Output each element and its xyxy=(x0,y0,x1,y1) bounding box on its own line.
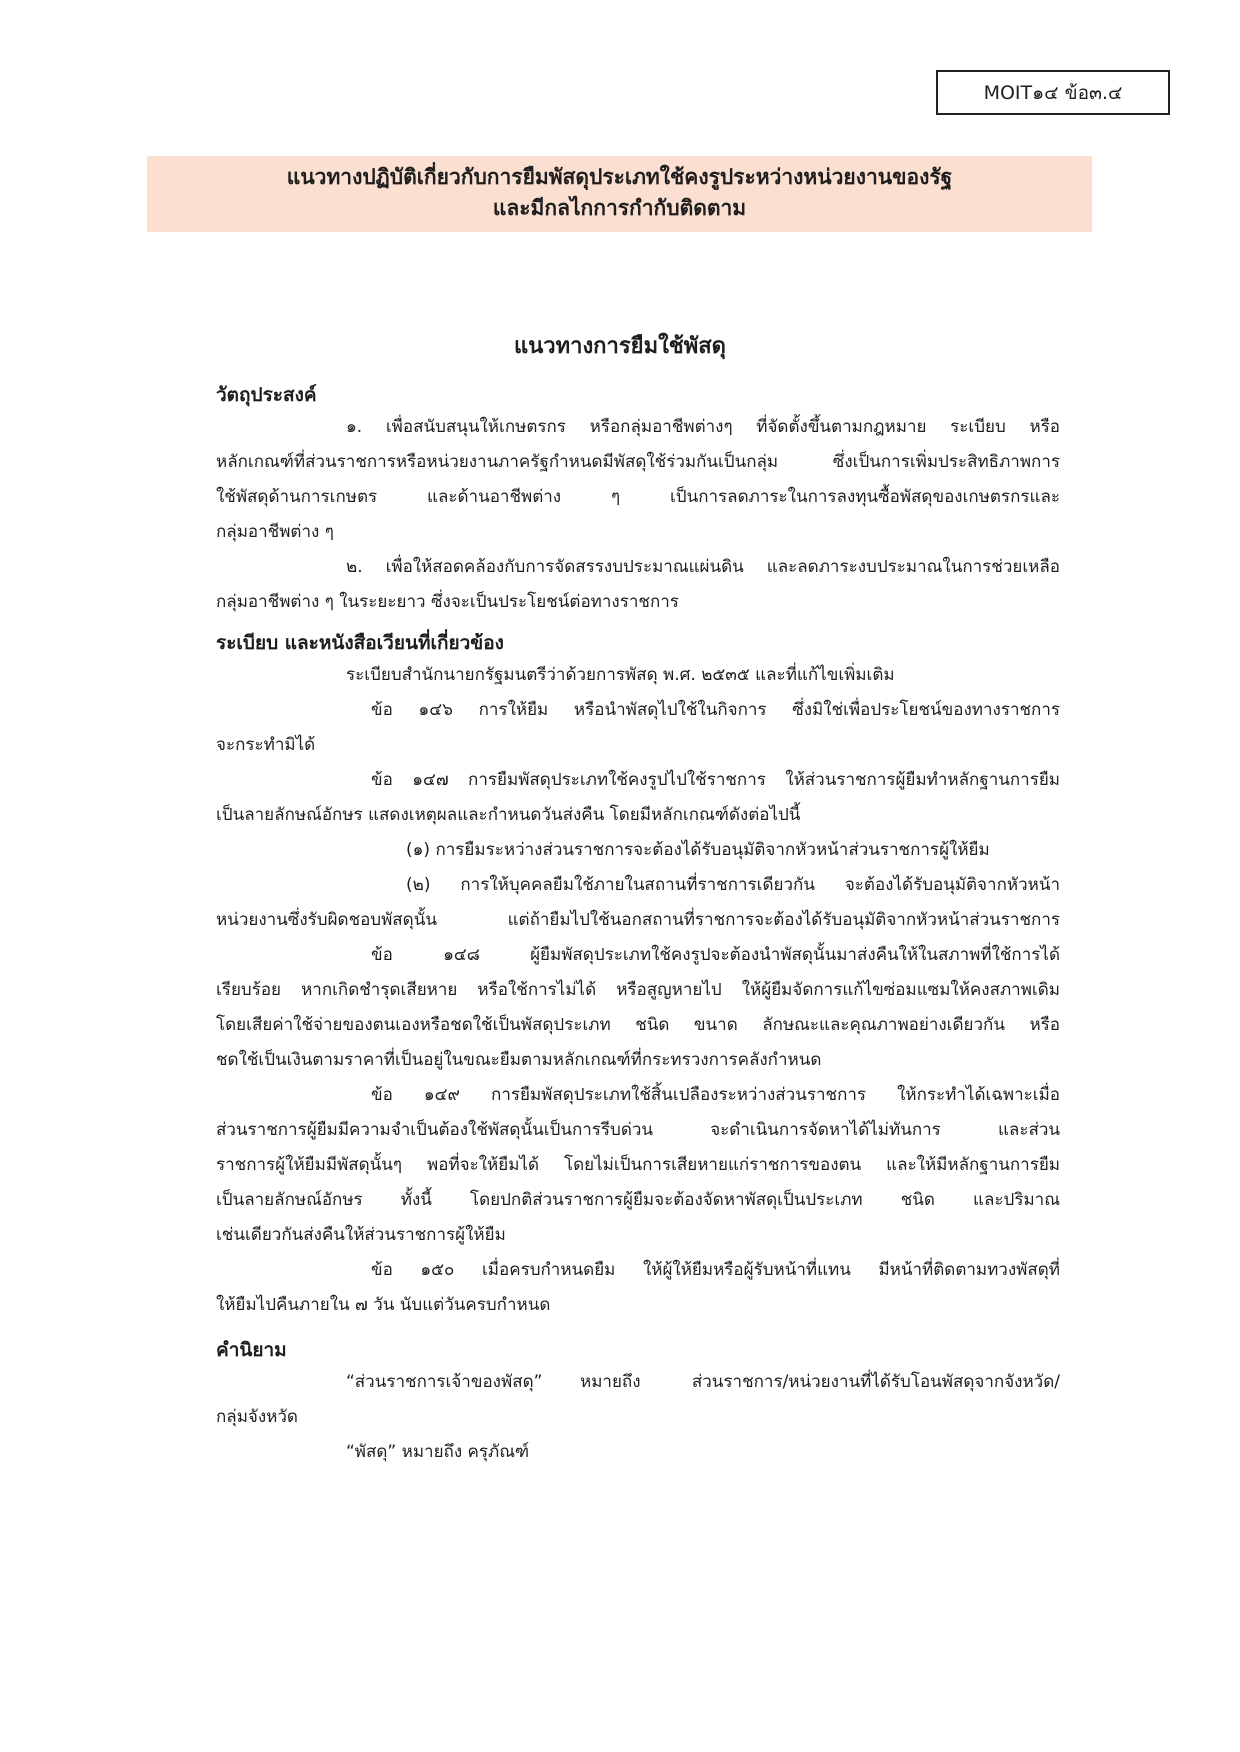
objective-1-line-4: กลุ่มอาชีพต่าง ๆ xyxy=(216,522,334,542)
objective-2-line-1: ๒. เพื่อให้สอดคล้องกับการจัดสรรงบประมาณแผ่นดิน และลดภาระงบประมาณในการช่วยเหลือ xyxy=(346,557,1060,577)
clause-149-line-5: เช่นเดียวกันส่งคืนให้ส่วนราชการผู้ให้ยืม xyxy=(216,1225,506,1245)
banner-line-1: แนวทางปฏิบัติเกี่ยวกับการยืมพัสดุประเภทใช้คงรูประหว่างหน่วยงานของรัฐ xyxy=(286,165,953,189)
regulations-intro: ระเบียบสำนักนายกรัฐมนตรีว่าด้วยการพัสดุ พ.ศ. ๒๕๓๕ และที่แก้ไขเพิ่มเติม xyxy=(346,665,895,685)
clause-148-line-3: โดยเสียค่าใช้จ่ายของตนเองหรือชดใช้เป็นพัสดุประเภท ชนิด ขนาด ลักษณะและคุณภาพอย่างเดียวกัน หรือ xyxy=(216,1015,1060,1035)
clause-147-line-2: เป็นลายลักษณ์อักษร แสดงเหตุผลและกำหนดวันส่งคืน โดยมีหลักเกณฑ์ดังต่อไปนี้ xyxy=(216,805,801,825)
clause-148-line-4: ชดใช้เป็นเงินตามราคาที่เป็นอยู่ในขณะยืมตามหลักเกณฑ์ที่กระทรวงการคลังกำหนด xyxy=(216,1050,822,1070)
definition-1-line-1 xyxy=(216,1365,1060,1400)
definition-1-line-2: กลุ่มจังหวัด xyxy=(216,1407,298,1427)
clause-147-sub-2-line-2: หน่วยงานซึ่งรับผิดชอบพัสดุนั้น แต่ถ้ายืมไปใช้นอกสถานที่ราชการจะต้องได้รับอนุมัติจากหัวหน้าส่วนราชการ xyxy=(216,910,1060,930)
clause-148-line-2: เรียบร้อย หากเกิดชำรุดเสียหาย หรือใช้การไม่ได้ หรือสูญหายไป ให้ผู้ยืมจัดการแก้ไขซ่อมแซมให้คงสภาพเดิม xyxy=(216,980,1060,1000)
definitions-heading: คำนิยาม xyxy=(216,1339,287,1361)
clause-150-line-1: ข้อ ๑๕๐ เมื่อครบกำหนดยืม ให้ผู้ให้ยืมหรือผู้รับหน้าที่แทน มีหน้าที่ติดตามทวงพัสดุที่ xyxy=(371,1260,1060,1280)
title-banner xyxy=(147,156,1092,232)
clause-149-line-1: ข้อ ๑๔๙ การยืมพัสดุประเภทใช้สิ้นเปลืองระหว่างส่วนราชการ ให้กระทำได้เฉพาะเมื่อ xyxy=(371,1085,1060,1105)
clause-147-sub-1: (๑) การยืมระหว่างส่วนราชการจะต้องได้รับอนุมัติจากหัวหน้าส่วนราชการผู้ให้ยืม xyxy=(406,840,990,860)
objective-2-line-2: กลุ่มอาชีพต่าง ๆ ในระยะยาว ซึ่งจะเป็นประโยชน์ต่อทางราชการ xyxy=(216,592,679,612)
clause-146-line-1: ข้อ ๑๔๖ การให้ยืม หรือนำพัสดุไปใช้ในกิจการ ซึ่งมิใช่เพื่อประโยชน์ของทางราชการ xyxy=(371,700,1060,720)
objective-1-line-3: ใช้พัสดุด้านการเกษตร และด้านอาชีพต่าง ๆ เป็นการลดภาระในการลงทุนซื้อพัสดุของเกษตรกรและ xyxy=(216,487,1060,507)
banner-line-2: และมีกลไกการกำกับติดตาม xyxy=(492,196,747,220)
regulations-heading: ระเบียบ และหนังสือเวียนที่เกี่ยวข้อง xyxy=(216,632,504,654)
clause-147-sub-2-line-1: (๒) การให้บุคคลยืมใช้ภายในสถานที่ราชการเดียวกัน จะต้องได้รับอนุมัติจากหัวหน้า xyxy=(406,875,1060,895)
clause-149-line-3: ราชการผู้ให้ยืมมีพัสดุนั้นๆ พอที่จะให้ยืมได้ โดยไม่เป็นการเสียหายแก่ราชการของตน และให้มีหลักฐานการยืม xyxy=(216,1155,1060,1175)
definition-1-text: หมายถึง ส่วนราชการ/หน่วยงานที่ได้รับโอนพัสดุจากจังหวัด/ xyxy=(580,1372,1060,1392)
reference-code: MOIT๑๔ ข้อ๓.๔ xyxy=(983,81,1123,104)
objective-1-line-2: หลักเกณฑ์ที่ส่วนราชการหรือหน่วยงานภาครัฐกำหนดมีพัสดุใช้ร่วมกันเป็นกลุ่ม ซึ่งเป็นการเพิ่มประสิทธิภาพการ xyxy=(216,452,1060,472)
document-body xyxy=(216,380,1060,1470)
reference-code-box xyxy=(936,70,1170,115)
clause-149-line-2: ส่วนราชการผู้ยืมมีความจำเป็นต้องใช้พัสดุนั้นเป็นการรีบด่วน จะดำเนินการจัดหาได้ไม่ทันการ และส่วน xyxy=(216,1120,1060,1140)
document-title: แนวทางการยืมใช้พัสดุ xyxy=(514,334,726,359)
objectives-heading: วัตถุประสงค์ xyxy=(216,384,317,406)
definition-1-term: “ส่วนราชการเจ้าของพัสดุ” xyxy=(346,1372,543,1392)
clause-148-line-1: ข้อ ๑๔๘ ผู้ยืมพัสดุประเภทใช้คงรูปจะต้องนำพัสดุนั้นมาส่งคืนให้ในสภาพที่ใช้การได้ xyxy=(371,945,1060,965)
clause-146-line-2: จะกระทำมิได้ xyxy=(216,735,316,755)
clause-150-line-2: ให้ยืมไปคืนภายใน ๗ วัน นับแต่วันครบกำหนด xyxy=(216,1295,551,1315)
objective-1-line-1: ๑. เพื่อสนับสนุนให้เกษตรกร หรือกลุ่มอาชีพต่างๆ ที่จัดตั้งขึ้นตามกฎหมาย ระเบียบ หรือ xyxy=(346,417,1060,437)
clause-149-line-4: เป็นลายลักษณ์อักษร ทั้งนี้ โดยปกติส่วนราชการผู้ยืมจะต้องจัดหาพัสดุเป็นประเภท ชนิด และปริมาณ xyxy=(216,1190,1060,1210)
clause-147-line-1: ข้อ ๑๔๗ การยืมพัสดุประเภทใช้คงรูปไปใช้ราชการ ให้ส่วนราชการผู้ยืมทำหลักฐานการยืม xyxy=(371,770,1060,790)
definition-2: “พัสดุ” หมายถึง ครุภัณฑ์ xyxy=(346,1442,530,1462)
